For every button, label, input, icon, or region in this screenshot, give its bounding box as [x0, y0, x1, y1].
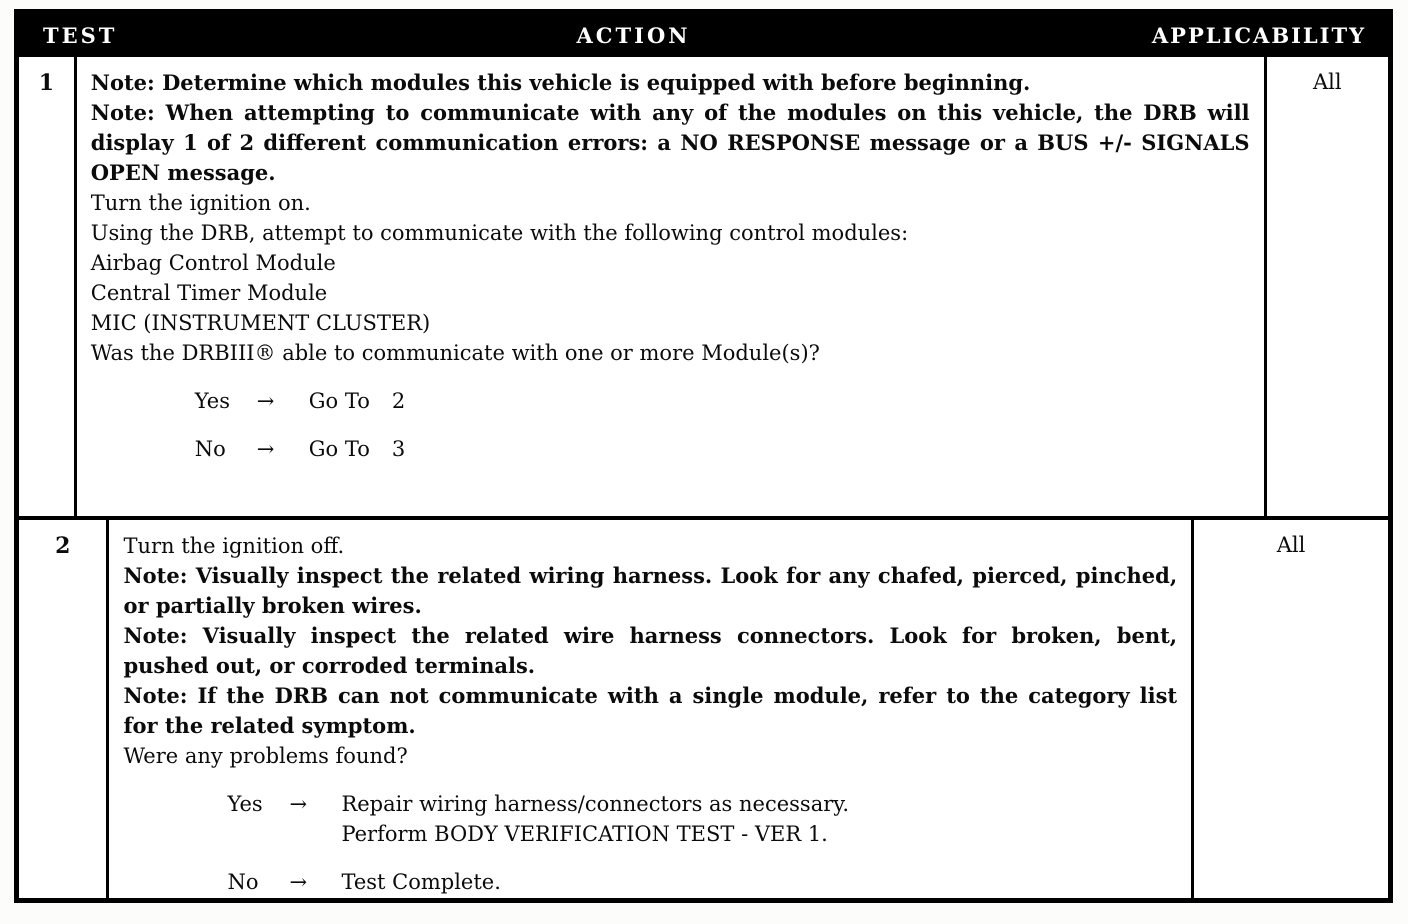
action-question: Was the DRBIII® able to communicate with one or more Module(s)?	[90, 341, 820, 365]
action-list-item: Central Timer Module	[90, 281, 328, 305]
goto-number: 2	[391, 389, 406, 413]
test-number: 1	[38, 70, 55, 96]
action-question: Were any problems found?	[123, 744, 408, 768]
table-header	[19, 14, 1388, 57]
action-step: Turn the ignition off.	[123, 534, 345, 558]
action-cell	[109, 520, 1191, 898]
branch-result	[309, 386, 1250, 416]
branch-no	[195, 434, 1250, 464]
branch-result	[341, 789, 1177, 849]
action-note: Note: Visually inspect the related wire harness connectors. Look for broken, bent, pushed out, or corroded terminals.	[123, 623, 1178, 678]
action-note: Note: If the DRB can not communicate with a single module, refer to the category list for the related symptom.	[123, 683, 1178, 738]
header-action: ACTION	[576, 23, 691, 48]
test-number: 2	[55, 533, 71, 559]
goto-number: 3	[391, 437, 406, 461]
applicability-cell	[1264, 57, 1388, 516]
branch-result	[341, 867, 1177, 897]
applicability-value: All	[1276, 533, 1306, 557]
table-row-test-2	[19, 516, 1388, 898]
branch-no	[227, 867, 1177, 897]
arrow-icon: →	[256, 437, 275, 461]
action-step: Turn the ignition on.	[90, 191, 311, 215]
branch-yes	[195, 386, 1250, 416]
header-applicability: APPLICABILITY	[1151, 23, 1367, 48]
goto-label: Go To	[308, 389, 370, 413]
test-number-cell	[19, 520, 109, 898]
action-cell	[77, 57, 1264, 516]
action-list-item: MIC (INSTRUMENT CLUSTER)	[90, 311, 431, 335]
branch-answer: Yes	[194, 389, 231, 413]
branch-yes	[227, 789, 1177, 849]
header-test: TEST	[43, 23, 118, 48]
table-row-test-1	[19, 57, 1388, 516]
applicability-cell	[1191, 520, 1388, 898]
branch-result-line: Test Complete.	[341, 870, 501, 894]
action-note: Note: Determine which modules this vehicle is equipped with before beginning.	[90, 70, 1031, 95]
test-number-cell	[19, 57, 77, 516]
arrow-icon: →	[289, 870, 308, 894]
arrow-icon: →	[256, 389, 275, 413]
applicability-value: All	[1312, 70, 1342, 94]
branch-answer: No	[194, 437, 226, 461]
action-step: Using the DRB, attempt to communicate with the following control modules:	[90, 221, 909, 245]
action-note: Note: Visually inspect the related wiring harness. Look for any chafed, pierced, pinched, or partially broken wires.	[123, 563, 1178, 618]
diagnostic-test-table	[14, 9, 1393, 903]
branch-answer: Yes	[227, 792, 263, 816]
branch-result-line: Perform BODY VERIFICATION TEST - VER 1.	[341, 822, 828, 846]
branch-answer: No	[227, 870, 259, 894]
goto-label: Go To	[308, 437, 370, 461]
branch-result-line: Repair wiring harness/connectors as necessary.	[341, 792, 850, 816]
action-list-item: Airbag Control Module	[90, 251, 336, 275]
arrow-icon: →	[289, 792, 308, 816]
branch-result	[309, 434, 1250, 464]
action-note: Note: When attempting to communicate with any of the modules on this vehicle, the DRB will display 1 of 2 different communication errors: a NO RESPONSE message or a BUS +/- SIGNALS OPEN message.	[90, 100, 1250, 185]
